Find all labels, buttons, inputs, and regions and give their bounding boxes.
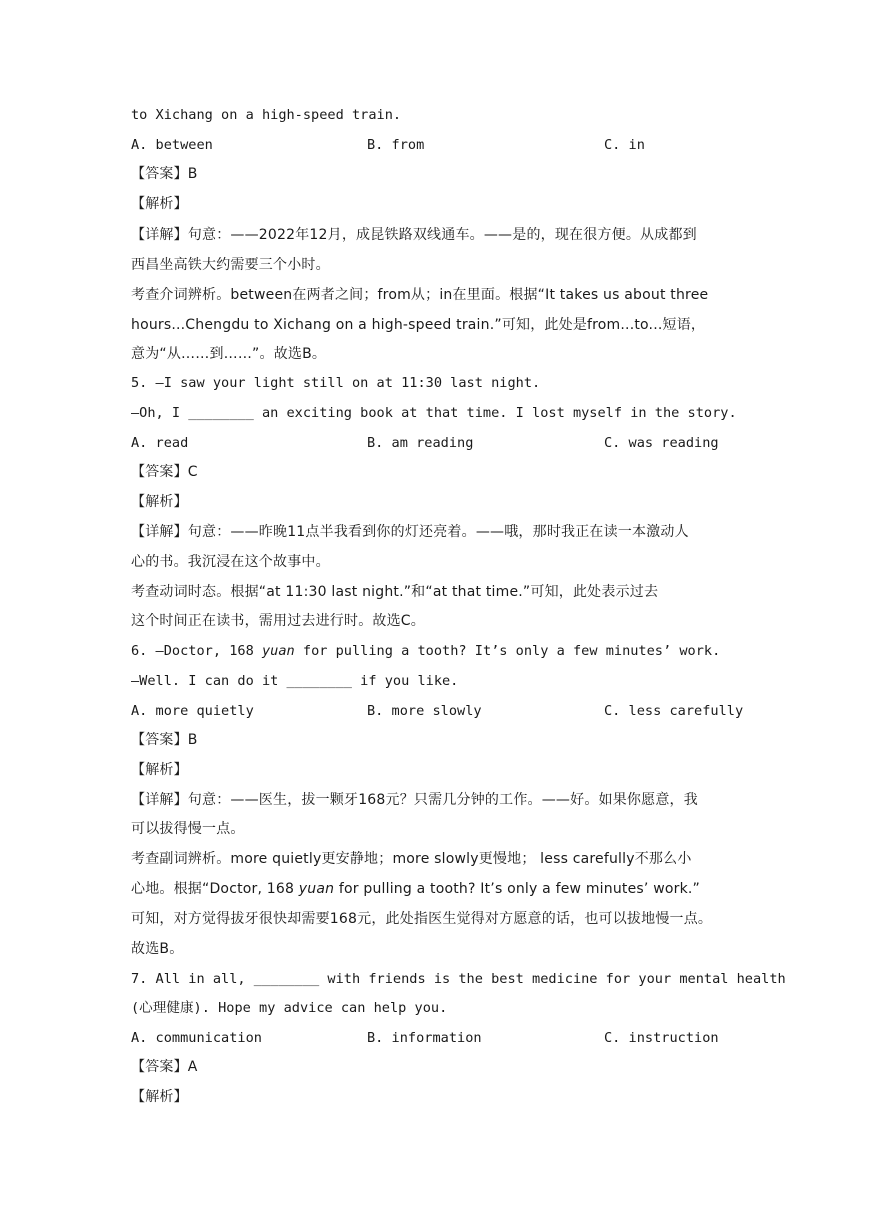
option-b: B. more slowly — [367, 703, 482, 719]
question-text-part: for pulling a tooth? It’s only a few minutes’ work. — [294, 643, 721, 659]
option-c: C. less carefully — [604, 703, 744, 719]
answer-label: 【答案】C — [131, 464, 198, 480]
analysis-text: 考查动词时态。根据“at 11:30 last night.”和“at that time.”可知，此处表示过去 — [131, 584, 659, 600]
detail-text: 【详解】句意：——2022年12月，成昆铁路双线通车。——是的，现在很方便。从成都到 — [131, 227, 697, 243]
question-text-part: 6. —Doctor, 168 — [131, 643, 262, 659]
question-text: —Oh, I ________ an exciting book at that time. I lost myself in the story. — [131, 405, 737, 421]
italic-word: yuan — [261, 643, 295, 659]
question-text: —Well. I can do it ________ if you like. — [131, 673, 459, 689]
analysis-text: 考查副词辨析。more quietly更安静地；more slowly更慢地； less carefully不那么小 — [131, 851, 692, 867]
analysis-text: 考查介词辨析。between在两者之间；from从；in在里面。根据“It takes us about three — [131, 287, 709, 303]
detail-text: 【详解】句意：——医生，拔一颗牙168元？只需几分钟的工作。——好。如果你愿意，我 — [131, 792, 698, 808]
option-c: C. was reading — [604, 435, 719, 451]
option-b: B. from — [367, 137, 425, 153]
italic-word: yuan — [298, 881, 335, 897]
option-c: C. instruction — [604, 1030, 719, 1046]
option-c: C. in — [604, 137, 645, 153]
detail-text: 西昌坐高铁大约需要三个小时。 — [131, 257, 330, 273]
answer-label: 【答案】B — [131, 166, 198, 182]
detail-text: 心的书。我沉浸在这个故事中。 — [131, 554, 330, 570]
analysis-label: 【解析】 — [131, 762, 188, 778]
analysis-text: 这个时间正在读书，需用过去进行时。故选C。 — [131, 613, 425, 629]
analysis-text — [131, 879, 741, 899]
analysis-text-part: for pulling a tooth? It’s only a few minutes’ work.” — [334, 881, 700, 897]
analysis-text-part: 心地。根据“Doctor, 168 — [131, 881, 299, 897]
answer-label: 【答案】B — [131, 732, 198, 748]
option-a: A. between — [131, 137, 213, 153]
option-b: B. information — [367, 1030, 482, 1046]
question-text: 5. —I saw your light still on at 11:30 last night. — [131, 375, 541, 391]
analysis-text: 故选B。 — [131, 941, 184, 957]
question-text: (心理健康). Hope my advice can help you. — [131, 1000, 448, 1016]
question-text: to Xichang on a high-speed train. — [131, 107, 402, 123]
question-text: 7. All in all, ________ with friends is the best medicine for your mental health — [131, 971, 786, 987]
analysis-label: 【解析】 — [131, 196, 188, 212]
analysis-text: 可知，对方觉得拔牙很快却需要168元，此处指医生觉得对方愿意的话，也可以拔地慢一点。 — [131, 911, 713, 927]
analysis-text: hours...Chengdu to Xichang on a high-speed train.”可知，此处是from...to...短语， — [131, 317, 706, 333]
analysis-label: 【解析】 — [131, 494, 188, 510]
option-a: A. more quietly — [131, 703, 254, 719]
question-text — [131, 641, 741, 661]
detail-text: 可以拔得慢一点。 — [131, 821, 245, 837]
option-a: A. communication — [131, 1030, 262, 1046]
analysis-label: 【解析】 — [131, 1089, 188, 1105]
option-a: A. read — [131, 435, 189, 451]
option-b: B. am reading — [367, 435, 474, 451]
answer-label: 【答案】A — [131, 1059, 198, 1075]
detail-text: 【详解】句意：——昨晚11点半我看到你的灯还亮着。——哦，那时我正在读一本激动人 — [131, 524, 689, 540]
analysis-text: 意为“从……到……”。故选B。 — [131, 346, 327, 362]
